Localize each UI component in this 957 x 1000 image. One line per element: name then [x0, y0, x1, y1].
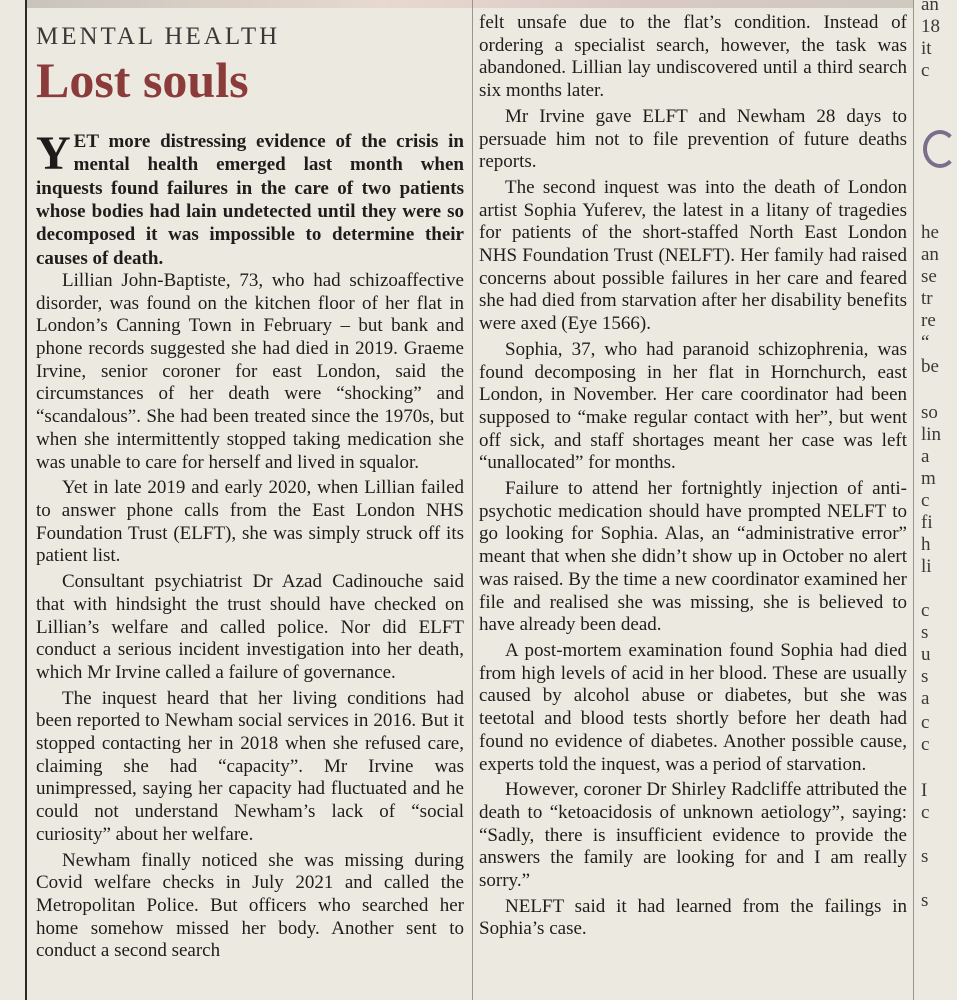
edge-text: 18: [921, 16, 940, 37]
edge-text: I: [921, 780, 928, 801]
body-paragraph: The second inquest was into the death of London artist Sophia Yuferev, the latest in a litany of tragedies for patients of the short-staffed North East London NHS Foundation Trust (NELFT). Her family had raised concerns about possible failures in her care and feared she had died from starvation after her disability benefits were axed (Eye 1566).: [479, 176, 907, 335]
edge-text: a: [921, 446, 930, 467]
edge-text: fi: [921, 512, 933, 533]
body-paragraph: Mr Irvine gave ELFT and Newham 28 days to persuade him not to file prevention of future deaths reports.: [479, 105, 907, 173]
edge-text: an: [921, 244, 939, 265]
standfirst: [36, 127, 464, 270]
decorative-swirl-icon: [923, 130, 957, 168]
edge-text: c: [921, 734, 930, 755]
standfirst-text: ET more distressing evidence of the crisis in mental health emerged last month when inquests found failures in the care of two patients whose bodies had lain undetected until they were so decomposed it was impossible to determine their causes of death.: [36, 131, 464, 269]
edge-text: lin: [921, 424, 942, 445]
body-paragraph: Newham finally noticed she was missing during Covid welfare checks in July 2021 and called the Metropolitan Police. But officers who searched her home somehow missed her body. Another sent to conduct a second search: [36, 849, 464, 962]
adjacent-column-fragment: [917, 0, 942, 1000]
column-divider-right: [913, 0, 914, 1000]
edge-text: s: [921, 890, 929, 911]
edge-text: be: [921, 356, 939, 377]
left-column: [36, 0, 464, 966]
body-paragraph: However, coroner Dr Shirley Radcliffe attributed the death to “ketoacidosis of unknown aetiology”, saying: “Sadly, there is insufficient evidence to provide the answers the family are looking for and I am really sorry.”: [479, 779, 907, 892]
edge-text: u: [921, 644, 931, 665]
body-paragraph: A post-mortem examination found Sophia had died from high levels of acid in her blood. These are usually caused by alcohol abuse or diabetes, but she was teetotal and blood tests shortly before her death had found no evidence of diabetes. Another possible cause, experts told the inquest, was a period of starvation.: [479, 639, 907, 775]
edge-text: li: [921, 556, 932, 577]
body-paragraph: The inquest heard that her living conditions had been reported to Newham social services in 2016. But it stopped contacting her in 2018 when she refused care, claiming she had “capacity”. Mr Irvine was unimpressed, saying her capacity had fluctuated and he could not understand Newham’s lack of “social curiosity” about her welfare.: [36, 687, 464, 845]
body-paragraph: Yet in late 2019 and early 2020, when Lillian failed to answer phone calls from the East London NHS Foundation Trust (ELFT), she was simply struck off its patient list.: [36, 477, 464, 567]
left-border-rule: [25, 0, 27, 1000]
body-paragraph: NELFT said it had learned from the failings in Sophia’s case.: [479, 895, 907, 940]
edge-text: he: [921, 222, 939, 243]
edge-text: c: [921, 600, 930, 621]
body-paragraph: Sophia, 37, who had paranoid schizophrenia, was found decomposing in her flat in Hornchurch, east London, in November. Her care coordinator had been supposed to “make regular contact with her”, but went off sick, and staff shortages meant her case was left “unallocated” for months.: [479, 338, 907, 474]
edge-text: s: [921, 846, 929, 867]
edge-text: re: [921, 310, 936, 331]
edge-text: se: [921, 266, 937, 287]
edge-text: c: [921, 712, 930, 733]
edge-text: c: [921, 802, 930, 823]
edge-text: h: [921, 534, 931, 555]
edge-text: m: [921, 468, 936, 489]
edge-text: c: [921, 490, 930, 511]
edge-text: tr: [921, 288, 933, 309]
column-divider: [472, 0, 473, 1000]
edge-text: “: [921, 332, 930, 353]
edge-text: an: [921, 0, 939, 15]
edge-text: s: [921, 622, 929, 643]
edge-text: it c: [921, 38, 932, 81]
drop-cap: Y: [36, 127, 71, 180]
edge-text: a: [921, 688, 930, 709]
body-paragraph: Consultant psychiatrist Dr Azad Cadinouche said that with hindsight the trust should have checked on Lillian’s welfare and called police. Nor did ELFT conduct a serious incident investigation into her death, which Mr Irvine called a failure of governance.: [36, 571, 464, 683]
headline: Lost souls: [36, 52, 249, 108]
edge-text: s: [921, 666, 929, 687]
section-rubric: MENTAL HEALTH: [36, 23, 281, 50]
body-paragraph: Lillian John-Baptiste, 73, who had schizoaffective disorder, was found on the kitchen floor of her flat in London’s Canning Town in February – but bank and phone records suggested she had died in 2019. Graeme Irvine, senior coroner for east London, said the circumstances of her death were “shocking” and “scandalous”. She had been treated since the 1970s, but when she intermittently stopped taking medication she was unable to care for herself and lived in squalor.: [36, 269, 464, 473]
edge-text: so: [921, 402, 938, 423]
middle-column: [479, 12, 907, 944]
body-paragraph: Failure to attend her fortnightly injection of anti-psychotic medication should have prompted NELFT to go looking for Sophia. Alas, an “administrative error” meant that when she didn’t show up in October no alert was raised. By the time a new coordinator examined her file and realised she was missing, she is believed to have already been dead.: [479, 478, 907, 636]
body-paragraph-continuation: felt unsafe due to the flat’s condition. Instead of ordering a specialist search, however, the task was abandoned. Lillian lay undiscovered until a third search six months later.: [479, 12, 907, 102]
